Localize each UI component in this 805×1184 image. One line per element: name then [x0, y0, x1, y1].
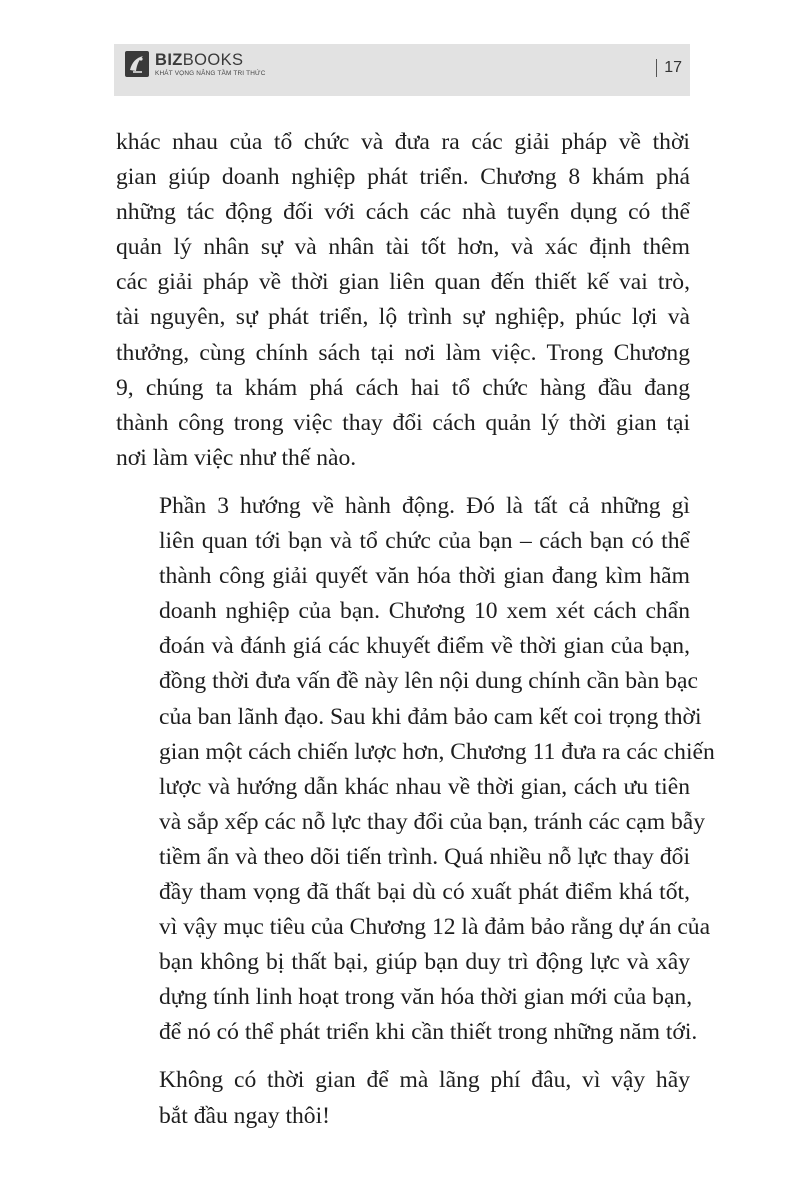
text-line: gian giúp doanh nghiệp phát triển. Chương 8 khám phá [116, 164, 690, 191]
text-line: đầy tham vọng đã thất bại dù có xuất phát điểm khá tốt, [159, 878, 690, 905]
text-line: nơi làm việc như thế nào. [116, 444, 357, 471]
text-line: Phần 3 hướng về hành động. Đó là tất cả những gì [159, 492, 690, 519]
page-number-separator [656, 59, 658, 77]
text-line: tiềm ẩn và theo dõi tiến trình. Quá nhiều nỗ lực thay đổi [159, 843, 690, 870]
text-line: bắt đầu ngay thôi! [159, 1102, 331, 1129]
text-line: thưởng, cùng chính sách tại nơi làm việc. Trong Chương [116, 339, 690, 366]
paragraph [116, 125, 690, 476]
bizbooks-logo [124, 50, 266, 78]
body-text [116, 125, 715, 1147]
text-line: khác nhau của tổ chức và đưa ra các giải pháp về thời [116, 129, 690, 155]
text-line: Không có thời gian để mà lãng phí đâu, vì vậy hãy [159, 1067, 690, 1094]
text-line: thành công trong việc thay đổi cách quản lý thời gian tại [116, 409, 690, 436]
paragraph [116, 1063, 690, 1133]
text-line: vì vậy mục tiêu của Chương 12 là đảm bảo rằng dự án của [159, 914, 711, 941]
text-line: và sắp xếp các nỗ lực thay đổi của bạn, tránh các cạm bẫy [159, 808, 706, 835]
text-line: đồng thời đưa vấn đề này lên nội dung chính cần bàn bạc [159, 668, 698, 695]
text-line: liên quan tới bạn và tổ chức của bạn – cách bạn có thể [159, 528, 690, 555]
brand-rest: BOOKS [182, 50, 244, 69]
page-number-value: 17 [664, 59, 682, 76]
text-line: lược và hướng dẫn khác nhau về thời gian, cách ưu tiên [159, 773, 690, 800]
text-line: bạn không bị thất bại, giúp bạn duy trì động lực và xây [159, 949, 690, 976]
brand-tagline: KHÁT VỌNG NÂNG TẦM TRI THỨC [155, 69, 266, 77]
text-line: quản lý nhân sự và nhân tài tốt hơn, và xác định thêm [116, 234, 690, 261]
bizbooks-emblem-icon [124, 50, 150, 78]
brand-bold: BIZ [155, 50, 183, 69]
text-line: những tác động đối với cách các nhà tuyển dụng có thể [116, 199, 690, 226]
text-line: các giải pháp về thời gian liên quan đến thiết kế vai trò, [116, 269, 690, 296]
text-line: để nó có thể phát triển khi cần thiết trong những năm tới. [159, 1019, 698, 1046]
text-line: thành công giải quyết văn hóa thời gian đang kìm hãm [159, 563, 690, 590]
text-line: của ban lãnh đạo. Sau khi đảm bảo cam kết coi trọng thời [159, 703, 702, 730]
page-number [656, 59, 682, 77]
text-line: dựng tính linh hoạt trong văn hóa thời gian mới của bạn, [159, 984, 693, 1011]
paragraph [116, 489, 715, 1051]
text-line: doanh nghiệp của bạn. Chương 10 xem xét cách chẩn [159, 598, 690, 625]
text-line: đoán và đánh giá các khuyết điểm về thời gian của bạn, [159, 633, 690, 660]
text-line: gian một cách chiến lược hơn, Chương 11 đưa ra các chiến [159, 738, 715, 765]
text-line: 9, chúng ta khám phá cách hai tổ chức hàng đầu đang [116, 374, 690, 401]
text-line: tài nguyên, sự phát triển, lộ trình sự nghiệp, phúc lợi và [116, 304, 690, 331]
brand-name [155, 51, 266, 69]
